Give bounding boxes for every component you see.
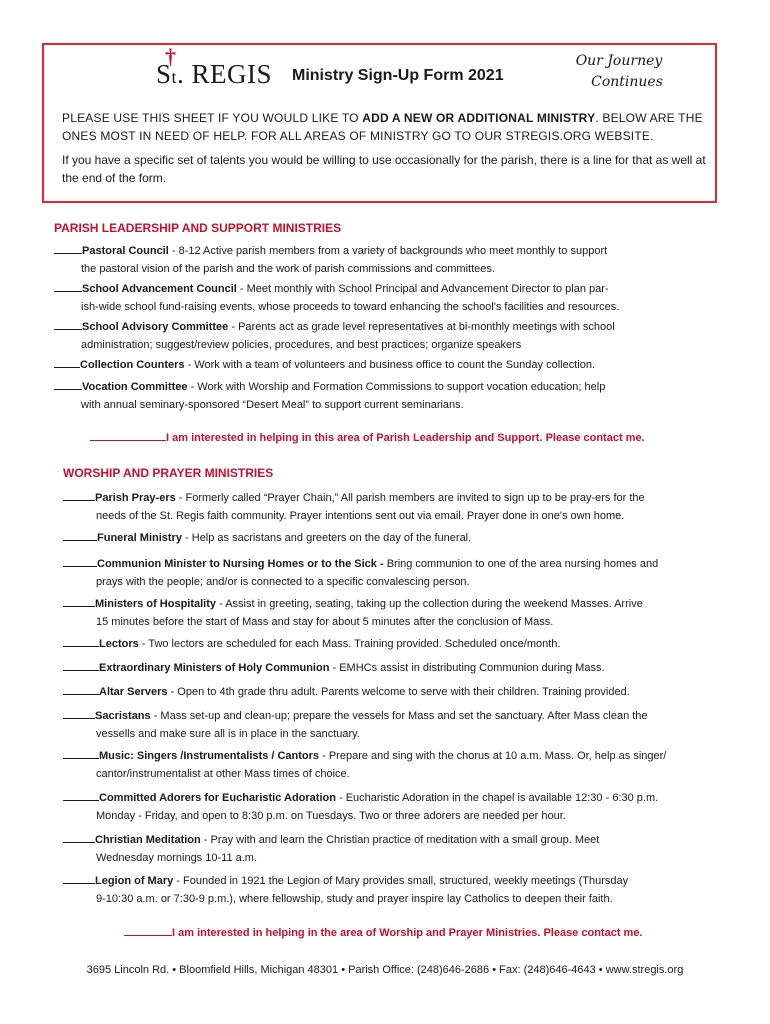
ministry-title: Communion Minister to Nursing Homes or to the Sick - <box>97 558 387 570</box>
interest-blank-1[interactable] <box>90 429 166 441</box>
ministry-description: - Meet monthly with School Principal and Advancement Director to plan par- <box>236 283 609 295</box>
ministry-title: Parish Pray-ers <box>95 492 176 504</box>
signup-blank[interactable] <box>63 529 97 541</box>
ministry-description-cont: Monday - Friday, and open to 8:30 p.m. on Tuesdays. Two or three adorers are needed per hour. <box>96 809 566 822</box>
ministry-item <box>63 747 740 783</box>
ministry-title: Funeral Ministry <box>97 532 182 544</box>
ministry-description: - Parents act as grade level representatives at bi-monthly meetings with school <box>228 321 615 333</box>
journey-line-1: Our Journey <box>575 53 663 69</box>
our-journey-logo <box>569 51 669 93</box>
worship-prayer-interest-line: I am interested in helping in the area of Worship and Prayer Ministries. Please contact me. <box>124 924 643 939</box>
ministry-item <box>63 789 740 825</box>
ministry-description: - EMHCs assist in distributing Communion during Mass. <box>329 662 605 674</box>
ministry-title: Ministers of Hospitality <box>95 598 217 610</box>
signup-blank[interactable] <box>63 555 97 567</box>
ministry-description-cont: the pastoral vision of the parish and the work of parish commissions and committees. <box>81 262 495 275</box>
ministry-item <box>63 555 740 591</box>
signup-blank[interactable] <box>63 595 95 607</box>
signup-blank[interactable] <box>54 280 82 292</box>
ministry-item <box>63 529 740 548</box>
ministry-description: - Help as sacristans and greeters on the day of the funeral. <box>181 532 472 544</box>
section-heading-parish-leadership: PARISH LEADERSHIP AND SUPPORT MINISTRIES <box>54 221 342 235</box>
signup-blank[interactable] <box>63 659 99 671</box>
signup-blank[interactable] <box>63 707 95 719</box>
ministry-item <box>54 378 740 414</box>
intro-paragraph-2: If you have a specific set of talents you would be willing to use occasionally for the parish, there is a line for that as well at the end of the form. <box>62 153 706 185</box>
ministry-title: Collection Counters <box>80 359 185 371</box>
ministry-description: Bring communion to one of the area nursing homes and <box>386 558 659 570</box>
ministry-description-cont: 15 minutes before the start of Mass and stay for about 5 minutes after the conclusion of Mass. <box>96 615 554 628</box>
interest-blank-2[interactable] <box>124 924 172 936</box>
signup-blank[interactable] <box>63 831 95 843</box>
ministry-title: Sacristans <box>95 710 151 722</box>
ministry-title: Committed Adorers for Eucharistic Adoration <box>99 792 336 804</box>
ministry-description-cont: with annual seminary-sponsored “Desert Meal” to support current seminarians. <box>81 398 464 411</box>
ministry-description: - Formerly called “Prayer Chain,” All parish members are invited to sign up to be pray-ers for the <box>175 492 645 504</box>
ministry-description-cont: vessells and make sure all is in place in the sanctuary. <box>96 727 360 740</box>
journey-line-2: Continues <box>591 74 663 90</box>
logo-s: S † <box>156 44 177 89</box>
parish-leadership-interest-line: I am interested in helping in this area of Parish Leadership and Support. Please contact me. <box>90 429 645 444</box>
signup-blank[interactable] <box>63 789 99 801</box>
signup-blank[interactable] <box>54 242 82 254</box>
signup-blank[interactable] <box>54 356 80 368</box>
ministry-description: - Founded in 1921 the Legion of Mary provides small, structured, weekly meetings (Thursday <box>173 875 629 887</box>
signup-blank[interactable] <box>63 683 99 695</box>
ministry-item <box>54 356 740 375</box>
ministry-title: Vocation Committee <box>82 381 188 393</box>
signup-blank[interactable] <box>63 747 99 759</box>
ministry-item <box>63 707 740 743</box>
ministry-title: Lectors <box>99 638 139 650</box>
ministry-description: - Assist in greeting, seating, taking up the collection during the weekend Masses. Arrive <box>216 598 643 610</box>
ministry-description-cont: prays with the people; and/or is connected to a specific convalescing person. <box>96 575 470 588</box>
ministry-description: - Eucharistic Adoration in the chapel is available 12:30 - 6:30 p.m. <box>335 792 659 804</box>
intro-paragraph-1: PLEASE USE THIS SHEET IF YOU WOULD LIKE TO ADD A NEW OR ADDITIONAL MINISTRY. BELOW ARE THE ONES MOST IN NEED OF HELP. FOR ALL AREAS OF MINISTRY GO TO OUR STREGIS.ORG WEBSITE. <box>62 111 703 143</box>
ministry-item <box>63 595 740 631</box>
ministry-description-cont: cantor/instrumentalist at other Mass times of choice. <box>96 767 350 780</box>
ministry-item <box>63 635 740 654</box>
ministry-item <box>63 489 740 525</box>
signup-blank[interactable] <box>63 635 99 647</box>
signup-blank[interactable] <box>63 489 95 501</box>
ministry-description-cont: ish-wide school fund-raising events, whose proceeds to toward enhancing the school's facilities and resources. <box>81 300 620 313</box>
ministry-description-cont: 9-10:30 a.m. or 7:30-9 p.m.), where fellowship, study and prayer inspire lay Catholics to deepen their faith. <box>96 892 613 905</box>
ministry-description-cont: needs of the St. Regis faith community. Prayer intentions sent out via email. Prayer done in one's own home. <box>96 509 625 522</box>
intro-text <box>62 109 707 193</box>
st-regis-logo <box>156 44 273 90</box>
ministry-title: School Advancement Council <box>82 283 237 295</box>
ministry-description: - Pray with and learn the Christian practice of meditation with a small group. Meet <box>200 834 600 846</box>
ministry-description-cont: Wednesday mornings 10-11 a.m. <box>96 851 258 864</box>
ministry-description: - Open to 4th grade thru adult. Parents welcome to serve with their children. Training provided. <box>167 686 630 698</box>
signup-blank[interactable] <box>63 872 95 884</box>
ministry-description-cont: administration; suggest/review policies, procedures, and best practices; organize speakers <box>81 338 522 351</box>
ministry-title: Legion of Mary <box>95 875 174 887</box>
ministry-description: - Mass set-up and clean-up; prepare the vessels for Mass and set the sanctuary. After Mass clean the <box>150 710 648 722</box>
ministry-item <box>63 659 740 678</box>
ministry-item <box>63 872 740 908</box>
ministry-item <box>54 280 740 316</box>
ministry-item <box>63 831 740 867</box>
signup-blank[interactable] <box>54 318 82 330</box>
ministry-title: Music: Singers /Instrumentalists / Cantors <box>99 750 320 762</box>
logo-cross-icon: † <box>165 44 177 69</box>
ministry-title: Extraordinary Ministers of Holy Communion <box>99 662 330 674</box>
ministry-description: - 8-12 Active parish members from a variety of backgrounds who meet monthly to support <box>168 245 608 257</box>
ministry-title: Christian Meditation <box>95 834 201 846</box>
logo-t: t <box>171 67 178 87</box>
logo-regis: . REGIS <box>177 59 273 89</box>
footer-address: 3695 Lincoln Rd. • Bloomfield Hills, Michigan 48301 • Parish Office: (248)646-2686 • Fax: (248)646-4643 • www.stregis.org <box>86 964 684 976</box>
ministry-description: - Prepare and sing with the chorus at 10 a.m. Mass. Or, help as singer/ <box>319 750 667 762</box>
ministry-title: Altar Servers <box>99 686 168 698</box>
ministry-title: School Advisory Committee <box>82 321 229 333</box>
ministry-item <box>54 318 740 354</box>
ministry-item <box>63 683 740 702</box>
ministry-description: - Work with Worship and Formation Commissions to support vocation education; help <box>187 381 606 393</box>
section-heading-worship-prayer: WORSHIP AND PRAYER MINISTRIES <box>63 466 274 480</box>
signup-blank[interactable] <box>54 378 82 390</box>
ministry-description: - Work with a team of volunteers and business office to count the Sunday collection. <box>184 359 596 371</box>
form-title: Ministry Sign-Up Form 2021 <box>292 67 504 84</box>
ministry-item <box>54 242 740 278</box>
ministry-title: Pastoral Council <box>82 245 169 257</box>
ministry-description: - Two lectors are scheduled for each Mass. Training provided. Scheduled once/month. <box>138 638 561 650</box>
header-box <box>42 43 717 203</box>
